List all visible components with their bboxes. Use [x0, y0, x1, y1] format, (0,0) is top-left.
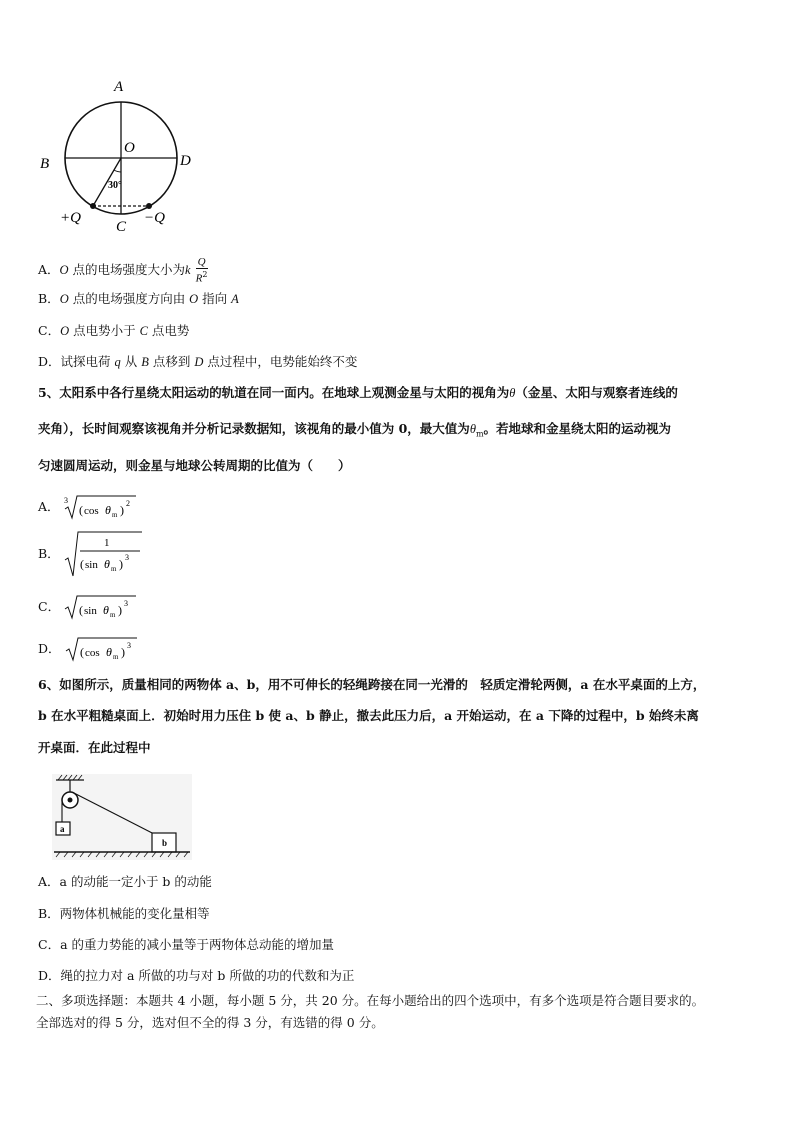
svg-text:θ: θ [103, 603, 109, 617]
label-plus-q: +Q [60, 210, 81, 226]
label-a: A [114, 79, 124, 95]
svg-text:1: 1 [103, 537, 110, 549]
pulley-figure [52, 774, 192, 860]
svg-text:m: m [110, 611, 116, 619]
fraction-q-over-r2: $\frac{Q}{R^2}$ [195, 256, 208, 285]
svg-text:3: 3 [63, 496, 68, 505]
svg-text:m: m [112, 653, 118, 661]
q5-option-a: A． 3 ( cos θ m ) 2 [38, 494, 136, 520]
svg-text:m: m [110, 565, 117, 573]
svg-text:3: 3 [126, 641, 131, 650]
q6-stem-line3: 开桌面．在此过程中 [38, 740, 151, 755]
svg-text:(: ( [79, 557, 84, 571]
q6-stem-line1: 6、如图所示，质量相同的两物体 a、b，用不可伸长的轻绳跨接在同一光滑的 轻质定滑轮两侧，a 在水平桌面的上方， [38, 677, 706, 692]
q5-option-b: B． 1 ( sin θ m ) 3 [38, 530, 144, 578]
radical-sign [65, 636, 137, 662]
label-c: C [116, 219, 127, 235]
q5-stem-line2: 夹角），长时间观察该视角并分析记录数据知，该视角的最小值为 0，最大值为$\theta_m$。若地球和金星绕太阳的运动视为 [38, 421, 672, 439]
svg-text:3: 3 [124, 599, 129, 608]
q5-option-c: C． ( sin θ m ) 3 [38, 594, 136, 620]
section2-heading-line1: 二、多项选择题：本题共 4 小题，每小题 5 分，共 20 分。在每小题给出的四个选项中，有多个选项是符合题目要求的。 [36, 993, 705, 1008]
label-minus-q: −Q [144, 210, 165, 226]
q4-option-b: B．O 点的电场强度方向由 O 指向 A [38, 291, 239, 306]
svg-text:3: 3 [124, 553, 129, 562]
svg-text:cos: cos [84, 647, 100, 659]
q6-option-c: C．a 的重力势能的减小量等于两物体总动能的增加量 [38, 937, 334, 952]
q5-stem-line3: 匀速圆周运动，则金星与地球公转周期的比值为（ ） [38, 458, 351, 473]
q5-stem-line1: 5、太阳系中各行星绕太阳运动的轨道在同一面内。在地球上观测金星与太阳的视角为θ（金星、太阳与观察者连线的 [38, 385, 678, 400]
svg-text:(: ( [79, 603, 84, 617]
svg-text:θ: θ [103, 557, 110, 571]
q6-stem-line2: b 在水平粗糙桌面上．初始时用力压住 b 使 a、b 静止，撤去此压力后，a 开始运动，在 a 下降的过程中，b 始终未离 [38, 708, 699, 723]
svg-text:cos: cos [83, 505, 99, 517]
angle-arc [114, 170, 121, 172]
radical-sign [64, 594, 136, 620]
circle-charge-figure [30, 72, 210, 242]
svg-text:θ: θ [105, 645, 112, 659]
svg-text:): ) [118, 557, 123, 571]
q4-option-d: D．试探电荷 q 从 B 点移到 D 点过程中，电势能始终不变 [38, 354, 358, 369]
svg-text:(: ( [79, 645, 84, 659]
svg-text:sin: sin [84, 605, 97, 617]
minus-q-dot [146, 203, 152, 209]
q4-option-c: C．O 点电势小于 C 点电势 [38, 323, 190, 338]
block-a-label: a [60, 824, 65, 834]
q4-option-a: A．O 点的电场强度大小为k $\frac{Q}{R^2}$ [38, 256, 208, 285]
label-d: D [180, 153, 191, 169]
q5-option-d: D． ( cos θ m ) 3 [38, 636, 137, 662]
svg-text:m: m [111, 511, 117, 519]
svg-text:2: 2 [125, 499, 130, 508]
svg-text:): ) [118, 603, 123, 617]
section2-heading-line2: 全部选对的得 5 分，选对但不全的得 3 分，有选错的得 0 分。 [36, 1015, 384, 1030]
label-o: O [124, 140, 135, 156]
svg-text:θ: θ [104, 503, 111, 517]
svg-text:sin: sin [84, 559, 98, 571]
q6-option-d: D．绳的拉力对 a 所做的功与对 b 所做的功的代数和为正 [38, 968, 355, 983]
radical-sign [64, 494, 136, 520]
radical-fraction [64, 530, 144, 578]
plus-q-dot [90, 203, 96, 209]
label-b: B [40, 156, 50, 172]
label-angle: 30° [108, 180, 122, 191]
svg-text:): ) [119, 503, 124, 517]
block-b-label: b [162, 838, 168, 848]
q6-option-b: B．两物体机械能的变化量相等 [38, 906, 210, 921]
svg-text:): ) [120, 645, 125, 659]
svg-text:(: ( [78, 503, 83, 517]
q6-option-a: A．a 的动能一定小于 b 的动能 [38, 874, 212, 889]
